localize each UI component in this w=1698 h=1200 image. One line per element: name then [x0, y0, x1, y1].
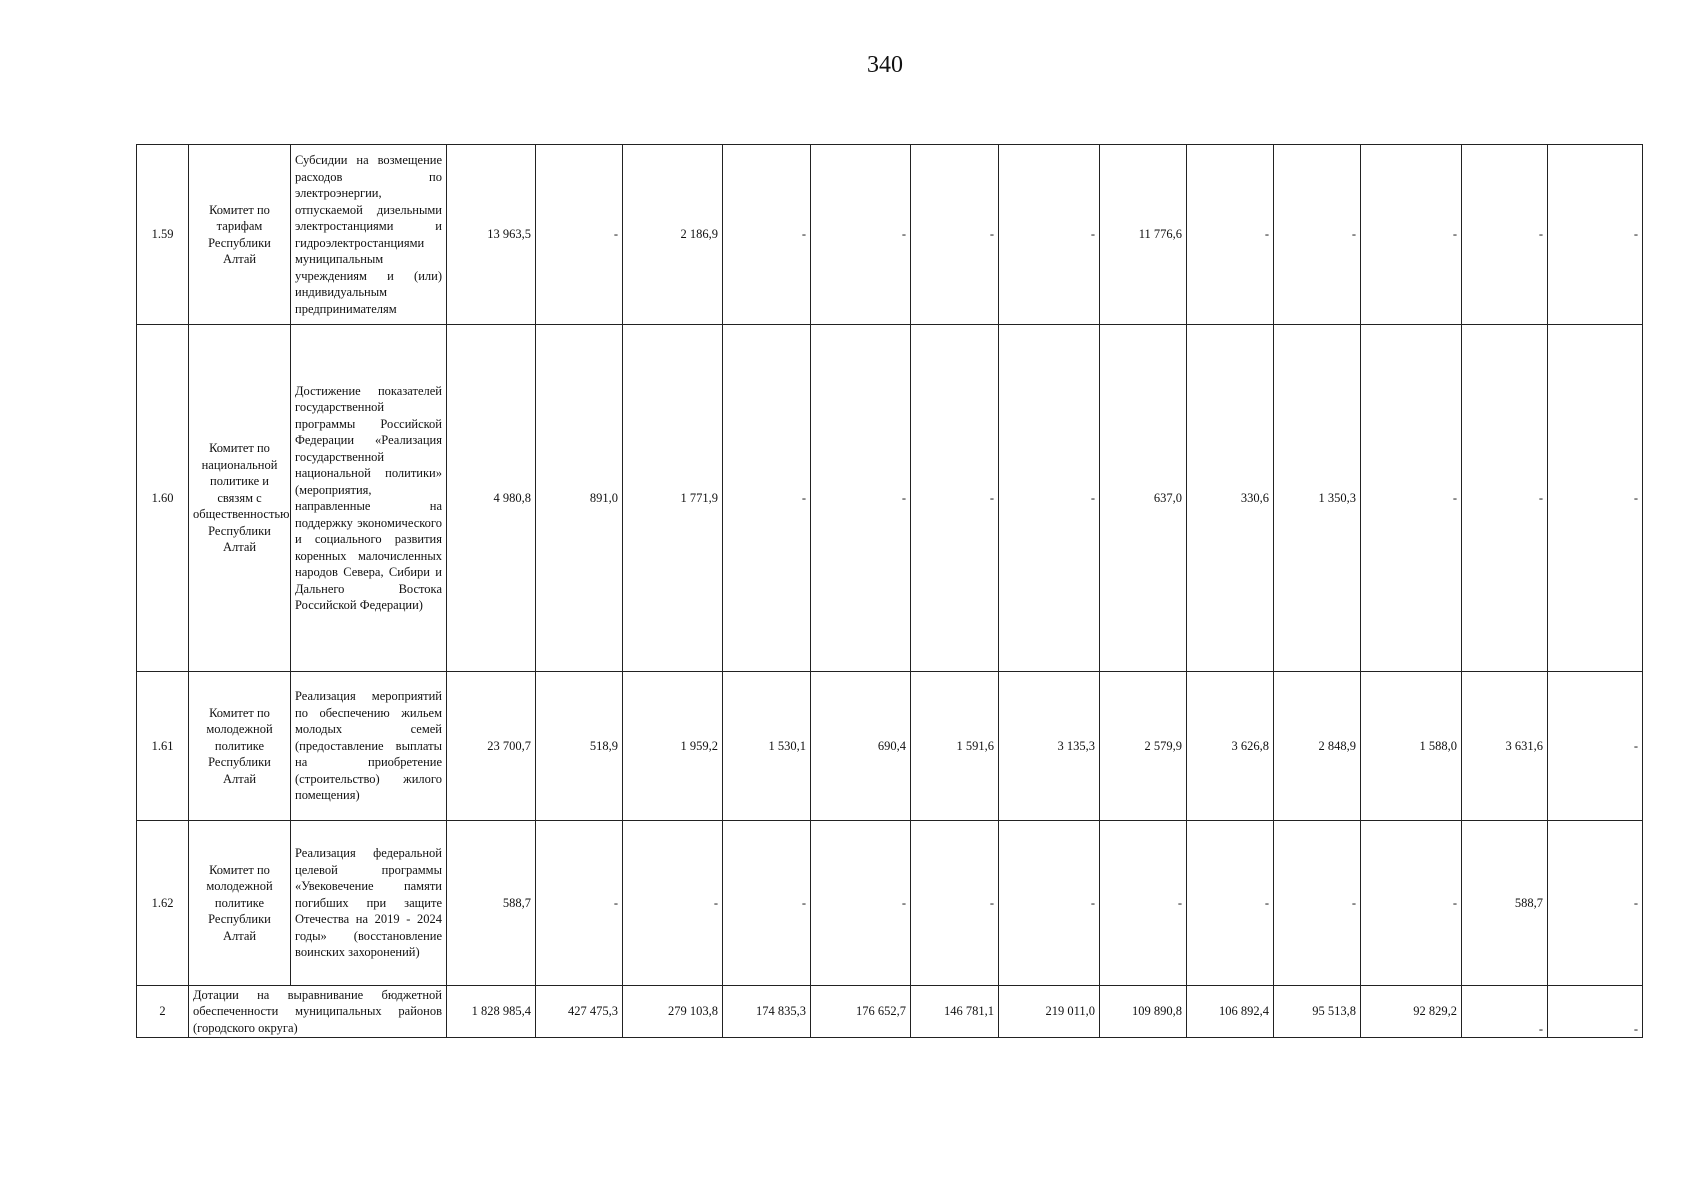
value-cell: 518,9	[536, 672, 623, 821]
measure-description: Дотации на выравнивание бюджетной обеспеченности муниципальных районов (городского округа)	[189, 986, 447, 1038]
value-cell: 2 848,9	[1274, 672, 1361, 821]
value-cell: 3 631,6	[1462, 672, 1548, 821]
value-cell: 95 513,8	[1274, 986, 1361, 1038]
value-cell: -	[1548, 672, 1643, 821]
value-cell: 1 588,0	[1361, 672, 1462, 821]
value-cell: 23 700,7	[447, 672, 536, 821]
value-cell: 1 959,2	[623, 672, 723, 821]
value-cell: 2 579,9	[1100, 672, 1187, 821]
value-cell: 891,0	[536, 325, 623, 672]
value-cell: -	[723, 145, 811, 325]
measure-description: Реализация федеральной целевой программы «Увековечение памяти погибших при защите Отечества на 2019 - 2024 годы» (восстановление воинских захоронений)	[291, 821, 447, 986]
table-row	[137, 325, 1643, 672]
value-cell: -	[723, 325, 811, 672]
row-number: 1.61	[137, 672, 189, 821]
value-cell: 176 652,7	[811, 986, 911, 1038]
page-number: 340	[867, 52, 903, 78]
table-row	[137, 821, 1643, 986]
measure-description: Реализация мероприятий по обеспечению жильем молодых семей (предоставление выплаты на приобретение (строительство) жилого помещения)	[291, 672, 447, 821]
value-cell: 11 776,6	[1100, 145, 1187, 325]
value-cell: -	[811, 821, 911, 986]
value-cell: -	[911, 821, 999, 986]
measure-description: Достижение показателей государственной программы Российской Федерации «Реализация государственной национальной политики» (мероприятия, направленные на поддержку экономического и социального развития коренных малочисленных народов Севера, Сибири и Дальнего Востока Российской Федерации)	[291, 325, 447, 672]
value-cell: 1 828 985,4	[447, 986, 536, 1038]
value-cell: 3 626,8	[1187, 672, 1274, 821]
row-number: 1.59	[137, 145, 189, 325]
value-cell: 3 135,3	[999, 672, 1100, 821]
value-cell: -	[1187, 145, 1274, 325]
table-row	[137, 145, 1643, 325]
value-cell: -	[1187, 821, 1274, 986]
value-cell: 588,7	[447, 821, 536, 986]
value-cell: 637,0	[1100, 325, 1187, 672]
budget-table	[136, 144, 1643, 1038]
responsible-organization: Комитет по молодежной политике Республики Алтай	[189, 672, 291, 821]
value-cell: -	[536, 145, 623, 325]
responsible-organization: Комитет по молодежной политике Республики Алтай	[189, 821, 291, 986]
value-cell: 1 591,6	[911, 672, 999, 821]
table-row-total	[137, 986, 1643, 1038]
value-cell: 4 980,8	[447, 325, 536, 672]
value-cell: 1 350,3	[1274, 325, 1361, 672]
row-number: 2	[137, 986, 189, 1038]
responsible-organization: Комитет по национальной политике и связям с общественностью Республики Алтай	[189, 325, 291, 672]
value-cell: 279 103,8	[623, 986, 723, 1038]
table-row	[137, 672, 1643, 821]
value-cell: -	[1548, 821, 1643, 986]
value-cell: -	[623, 821, 723, 986]
value-cell: -	[811, 145, 911, 325]
value-cell: -	[811, 325, 911, 672]
value-cell: -	[1361, 145, 1462, 325]
value-cell: 1 771,9	[623, 325, 723, 672]
value-cell: 427 475,3	[536, 986, 623, 1038]
value-cell: 690,4	[811, 672, 911, 821]
value-cell: -	[1462, 986, 1548, 1038]
value-cell: 219 011,0	[999, 986, 1100, 1038]
value-cell: -	[911, 325, 999, 672]
value-cell: 330,6	[1187, 325, 1274, 672]
value-cell: -	[1100, 821, 1187, 986]
value-cell: 174 835,3	[723, 986, 811, 1038]
value-cell: -	[536, 821, 623, 986]
row-number: 1.62	[137, 821, 189, 986]
value-cell: -	[1548, 145, 1643, 325]
value-cell: -	[723, 821, 811, 986]
value-cell: 13 963,5	[447, 145, 536, 325]
value-cell: 109 890,8	[1100, 986, 1187, 1038]
value-cell: -	[1462, 325, 1548, 672]
value-cell: -	[1274, 145, 1361, 325]
value-cell: -	[1274, 821, 1361, 986]
value-cell: -	[1361, 821, 1462, 986]
value-cell: -	[911, 145, 999, 325]
value-cell: 92 829,2	[1361, 986, 1462, 1038]
value-cell: 106 892,4	[1187, 986, 1274, 1038]
responsible-organization: Комитет по тарифам Республики Алтай	[189, 145, 291, 325]
value-cell: -	[1548, 986, 1643, 1038]
value-cell: -	[1548, 325, 1643, 672]
value-cell: 2 186,9	[623, 145, 723, 325]
value-cell: 146 781,1	[911, 986, 999, 1038]
measure-description: Субсидии на возмещение расходов по электроэнергии, отпускаемой дизельными электростанциями и гидроэлектростанциями муниципальным учреждениям и (или) индивидуальным предпринимателям	[291, 145, 447, 325]
row-number: 1.60	[137, 325, 189, 672]
value-cell: 1 530,1	[723, 672, 811, 821]
value-cell: 588,7	[1462, 821, 1548, 986]
value-cell: -	[999, 145, 1100, 325]
value-cell: -	[999, 821, 1100, 986]
value-cell: -	[999, 325, 1100, 672]
value-cell: -	[1462, 145, 1548, 325]
value-cell: -	[1361, 325, 1462, 672]
